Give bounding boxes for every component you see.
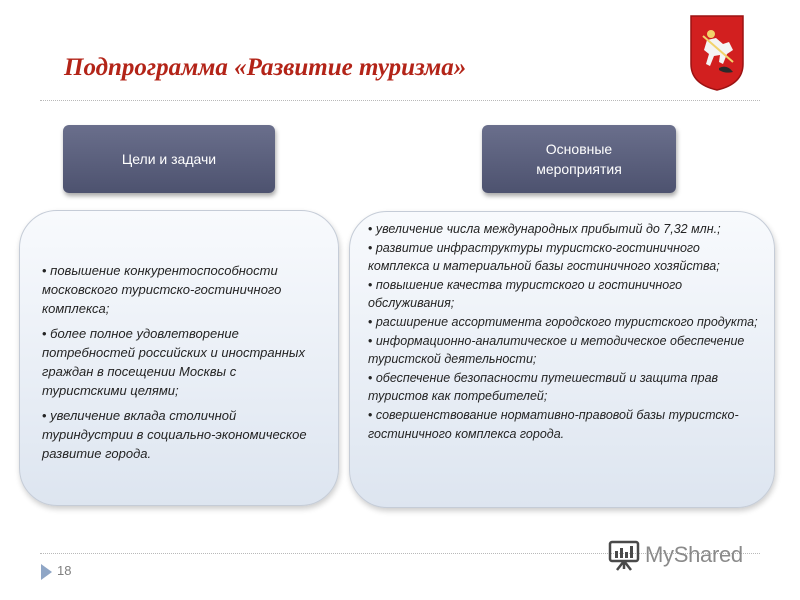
activities-item: • развитие инфраструктуры туристско-гостиничного комплекса и материальной базы гостиничного хозяйства; xyxy=(368,239,760,276)
activities-panel xyxy=(349,211,775,508)
activities-list xyxy=(368,220,760,443)
activities-item: • совершенствование нормативно-правовой базы туристско-гостиничного комплекса города. xyxy=(368,406,760,443)
slide-title: Подпрограмма «Развитие туризма» xyxy=(64,54,467,81)
activities-item: • информационно-аналитическое и методическое обеспечение туристской деятельности; xyxy=(368,332,760,369)
goals-item: • увеличение вклада столичной туриндустрии в социально-экономическое развитие города. xyxy=(42,406,324,463)
title-divider xyxy=(40,100,760,101)
activities-item: • расширение ассортимента городского туристского продукта; xyxy=(368,313,760,332)
presentation-board-icon xyxy=(607,538,641,572)
goals-item: • повышение конкурентоспособности московского туристско-гостиничного комплекса; xyxy=(42,261,324,318)
moscow-coat-of-arms-icon xyxy=(689,14,745,92)
goals-item: • более полное удовлетворение потребностей российских и иностранных граждан в посещении Москвы с туристскими целями; xyxy=(42,324,324,400)
activities-item: • обеспечение безопасности путешествий и защита прав туристов как потребителей; xyxy=(368,369,760,406)
activities-header xyxy=(482,125,676,193)
activities-item: • повышение качества туристского и гостиничного обслуживания; xyxy=(368,276,760,313)
activities-header-line2: мероприятия xyxy=(536,161,622,177)
page-number: 18 xyxy=(57,563,72,578)
goals-header xyxy=(63,125,275,193)
activities-item: • увеличение числа международных прибытий до 7,32 млн.; xyxy=(368,220,760,239)
watermark xyxy=(607,537,743,573)
goals-header-label: Цели и задачи xyxy=(121,151,217,167)
goals-panel xyxy=(19,210,339,506)
activities-header-line1: Основные xyxy=(545,141,613,157)
goals-list xyxy=(42,261,324,463)
triangle-right-icon xyxy=(41,564,52,580)
watermark-text: MyShared xyxy=(645,542,743,567)
